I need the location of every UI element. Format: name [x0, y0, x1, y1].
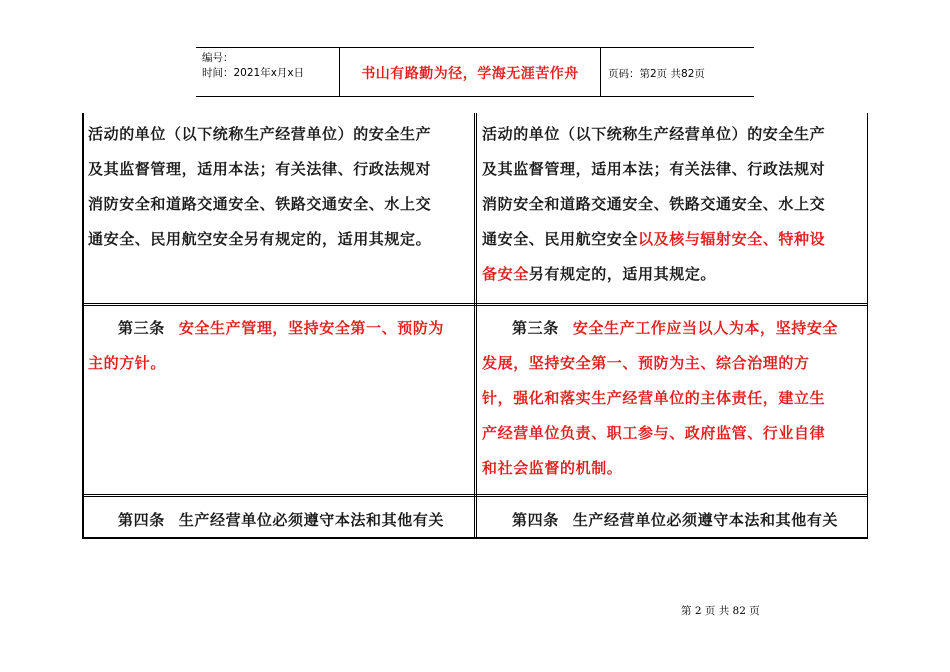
article-number: 第三条: [118, 319, 165, 337]
number-label: 编号：: [202, 52, 234, 64]
row-separator: [82, 496, 868, 497]
page-footer: 第 2 页 共 82 页: [681, 605, 760, 617]
article-number: 第四条: [512, 511, 559, 529]
article-number: 第三条: [512, 319, 559, 337]
time-label: 时间：2021年x月x日: [202, 67, 305, 79]
page-header: [196, 47, 754, 97]
row3-right-text: 第四条 生产经营单位必须遵守本法和其他有关: [512, 511, 839, 529]
row1-right-text: 活动的单位（以下统称生产经营单位）的安全生产 及其监督管理，适用本法；有关法律、行政法规对 消防安全和道路交通安全、铁路交通安全、水上交 通安全、民用航空安全以及核与辐射安全、特种设 备安全另有规定的，适用其规定。: [482, 125, 826, 283]
table-center-border: [476, 113, 477, 538]
row3-left-text: 第四条 生产经营单位必须遵守本法和其他有关: [118, 511, 445, 529]
header-page-code: 页码：第2页 共82页: [608, 68, 705, 80]
header-meta: [202, 51, 304, 81]
row1-left-text: 活动的单位（以下统称生产经营单位）的安全生产 及其监督管理，适用本法；有关法律、行政法规对 消防安全和道路交通安全、铁路交通安全、水上交 通安全、民用航空安全另有规定的，适用其规定。: [88, 125, 432, 248]
header-divider: [339, 48, 340, 96]
table-border-left: [82, 113, 84, 538]
table-border-right: [867, 113, 869, 538]
row2-right-text: 第三条 安全生产工作应当以人为本，坚持安全 发展，坚持安全第一、预防为主、综合治理的方 针，强化和落实生产经营单位的主体责任，建立生 产经营单位负责、职工参与、政府监管、行业自律 和社会监督的机制。: [482, 319, 839, 477]
header-divider: [600, 48, 601, 96]
row-separator: [82, 494, 868, 495]
article-number: 第四条: [118, 511, 165, 529]
row2-left-text: 第三条 安全生产管理，坚持安全第一、预防为 主的方针。: [88, 319, 445, 372]
table-center-border: [474, 113, 475, 538]
comparison-table: [82, 113, 868, 538]
header-motto: 书山有路勤为径，学海无涯苦作舟: [361, 66, 579, 82]
row-separator: [82, 305, 868, 306]
row-separator: [82, 303, 868, 304]
